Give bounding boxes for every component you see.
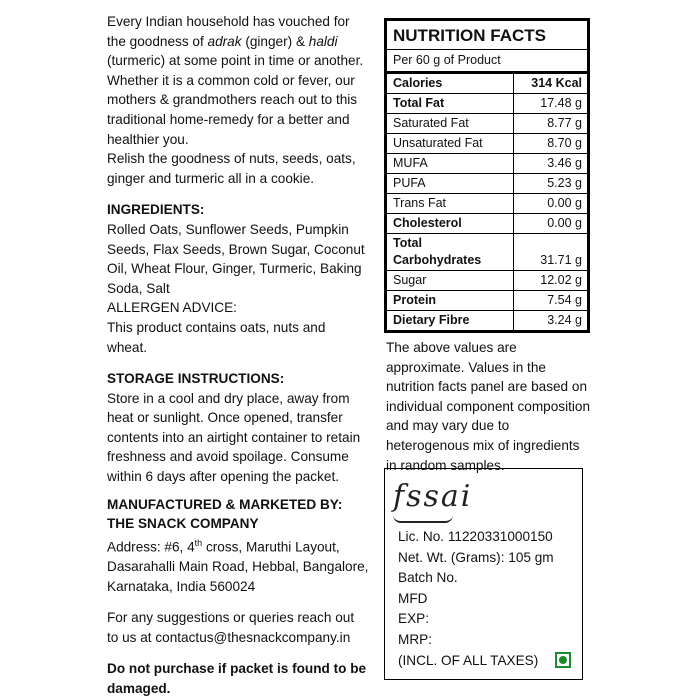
mfd-label: MFD [398, 590, 428, 606]
exp-label: EXP: [398, 611, 429, 627]
contact-text: For any suggestions or queries reach out to us at contactus@thesnackcompany.in [107, 610, 355, 645]
storage-heading: STORAGE INSTRUCTIONS: [107, 371, 285, 387]
nutrition-title: NUTRITION FACTS [387, 21, 587, 50]
nutrition-row: Protein 7.54 g [387, 291, 587, 311]
storage-text: Store in a cool and dry place, away from heat or sunlight. Once opened, transfer contents into an airtight container to retain freshness and avoid spoilage. Consume within 6 days after opening the packet. [107, 390, 361, 485]
nutrition-note: The above values are approximate. Values in the nutrition facts panel are based on individual component composition and may vary due to heterogenous mix of ingredients in random samples. [386, 340, 591, 473]
nutrition-row: Unsaturated Fat 8.70 g [387, 134, 587, 154]
nutrition-row: Saturated Fat 8.77 g [387, 114, 587, 134]
nutrition-row: PUFA 5.23 g [387, 174, 587, 194]
ingredients-heading: INGREDIENTS: [107, 202, 205, 218]
batch-number: Batch No. [398, 570, 458, 586]
nutrition-row: MUFA 3.46 g [387, 154, 587, 174]
fssai-logo: fssai [393, 479, 472, 514]
allergen-heading: ALLERGEN ADVICE: [107, 300, 237, 316]
nutrition-row: Cholesterol 0.00 g [387, 214, 587, 234]
veg-symbol-icon [555, 652, 571, 668]
nutrition-row: Sugar 12.02 g [387, 271, 587, 291]
manufacturer-heading: MANUFACTURED & MARKETED BY: [107, 496, 343, 512]
nutrition-facts-panel [384, 18, 590, 333]
manufacturer-address: Address: #6, 4th cross, Maruthi Layout, Dasarahalli Main Road, Hebbal, Bangalore, Karnataka, India 560024 [107, 537, 369, 594]
mrp-label: MRP: [398, 631, 432, 647]
taxes-note: (INCL. OF ALL TAXES) [398, 652, 539, 668]
nutrition-row: Total Carbohydrates 31.71 g [387, 234, 587, 271]
description-intro: Every Indian household has vouched for the goodness of adrak (ginger) & haldi (turmeric) at some point in time or another. Whether it is a common cold or fever, our mothers & grandmothers reach out to this traditional home-remedy for a better and healthier you. [107, 14, 364, 147]
nutrition-row: Dietary Fibre 3.24 g [387, 311, 587, 331]
description-relish: Relish the goodness of nuts, seeds, oats, ginger and turmeric all in a cookie. [107, 151, 356, 186]
fssai-label-box [384, 468, 583, 680]
manufacturer-name: THE SNACK COMPANY [107, 516, 259, 532]
nutrition-row: Trans Fat 0.00 g [387, 194, 587, 214]
fssai-details [398, 527, 554, 671]
nutrition-table [387, 74, 587, 330]
nutrition-serving: Per 60 g of Product [387, 50, 587, 74]
product-description-column [107, 12, 369, 699]
allergen-text: This product contains oats, nuts and wheat. [107, 319, 326, 355]
net-weight: Net. Wt. (Grams): 105 gm [398, 549, 554, 565]
damage-warning: Do not purchase if packet is found to be damaged. [107, 661, 367, 696]
nutrition-row: Total Fat 17.48 g [387, 94, 587, 114]
nutrition-row-calories: Calories 314 Kcal [387, 74, 587, 94]
ingredients-text: Rolled Oats, Sunflower Seeds, Pumpkin Seeds, Flax Seeds, Brown Sugar, Coconut Oil, Wheat Flour, Ginger, Turmeric, Baking Soda, Salt [107, 221, 365, 296]
license-number: Lic. No. 11220331000150 [398, 529, 553, 544]
